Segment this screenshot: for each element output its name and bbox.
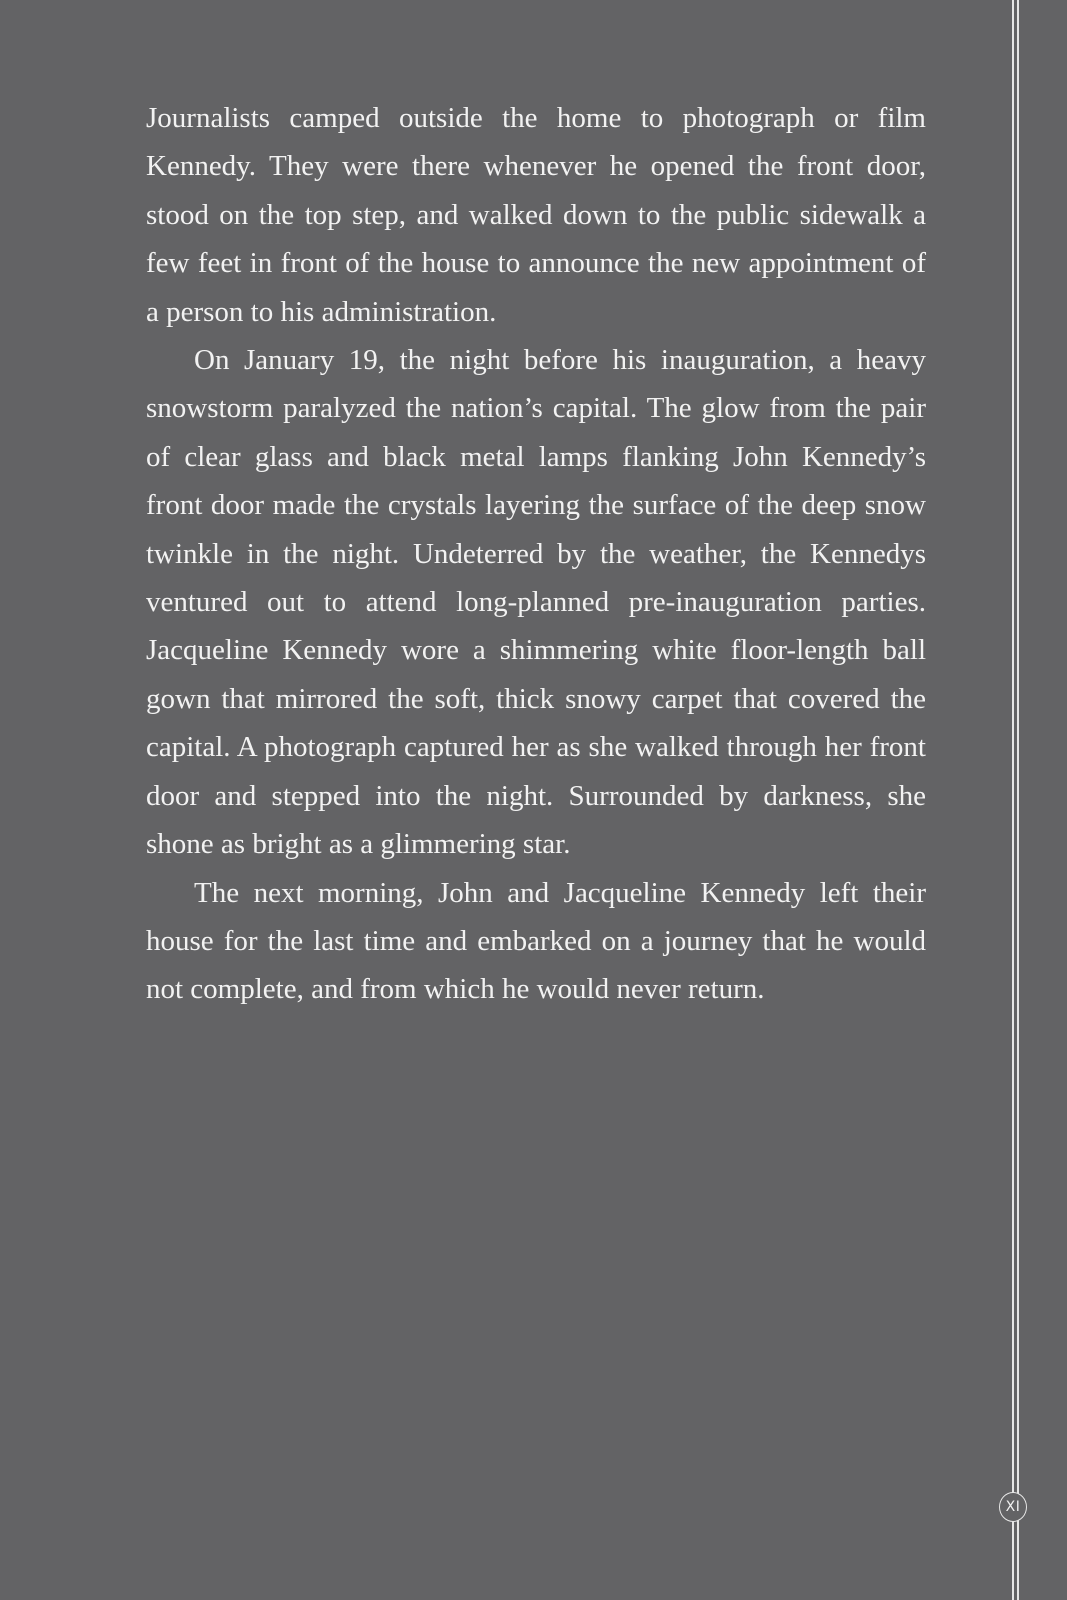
paragraph-journalists: Journalists camped outside the home to photograph or film Kennedy. They were there whenever he opened the front door, stood on the top step, and walked down to the public sidewalk a few feet in front of the house to announce the new appointment of a person to his administration.: [146, 102, 926, 328]
margin-rule-right: [1017, 0, 1019, 1600]
page-number: XI: [999, 1492, 1027, 1522]
body-text: [146, 94, 926, 1014]
margin-rule-left: [1012, 0, 1014, 1600]
paragraph-next-morning: The next morning, John and Jacqueline Kennedy left their house for the last time and embarked on a journey that he would not complete, and from which he would never return.: [146, 876, 926, 1006]
paragraph-snowstorm: On January 19, the night before his inauguration, a heavy snowstorm paralyzed the nation’s capital. The glow from the pair of clear glass and black metal lamps flanking John Kennedy’s front door made the crystals layering the surface of the deep snow twinkle in the night. Undeterred by the weather, the Kennedys ventured out to attend long-planned pre-inauguration parties. Jacqueline Kennedy wore a shimmering white floor-length ball gown that mirrored the soft, thick snowy carpet that covered the capital. A photograph captured her as she walked through her front door and stepped into the night. Surrounded by darkness, she shone as bright as a glimmering star.: [146, 344, 926, 861]
